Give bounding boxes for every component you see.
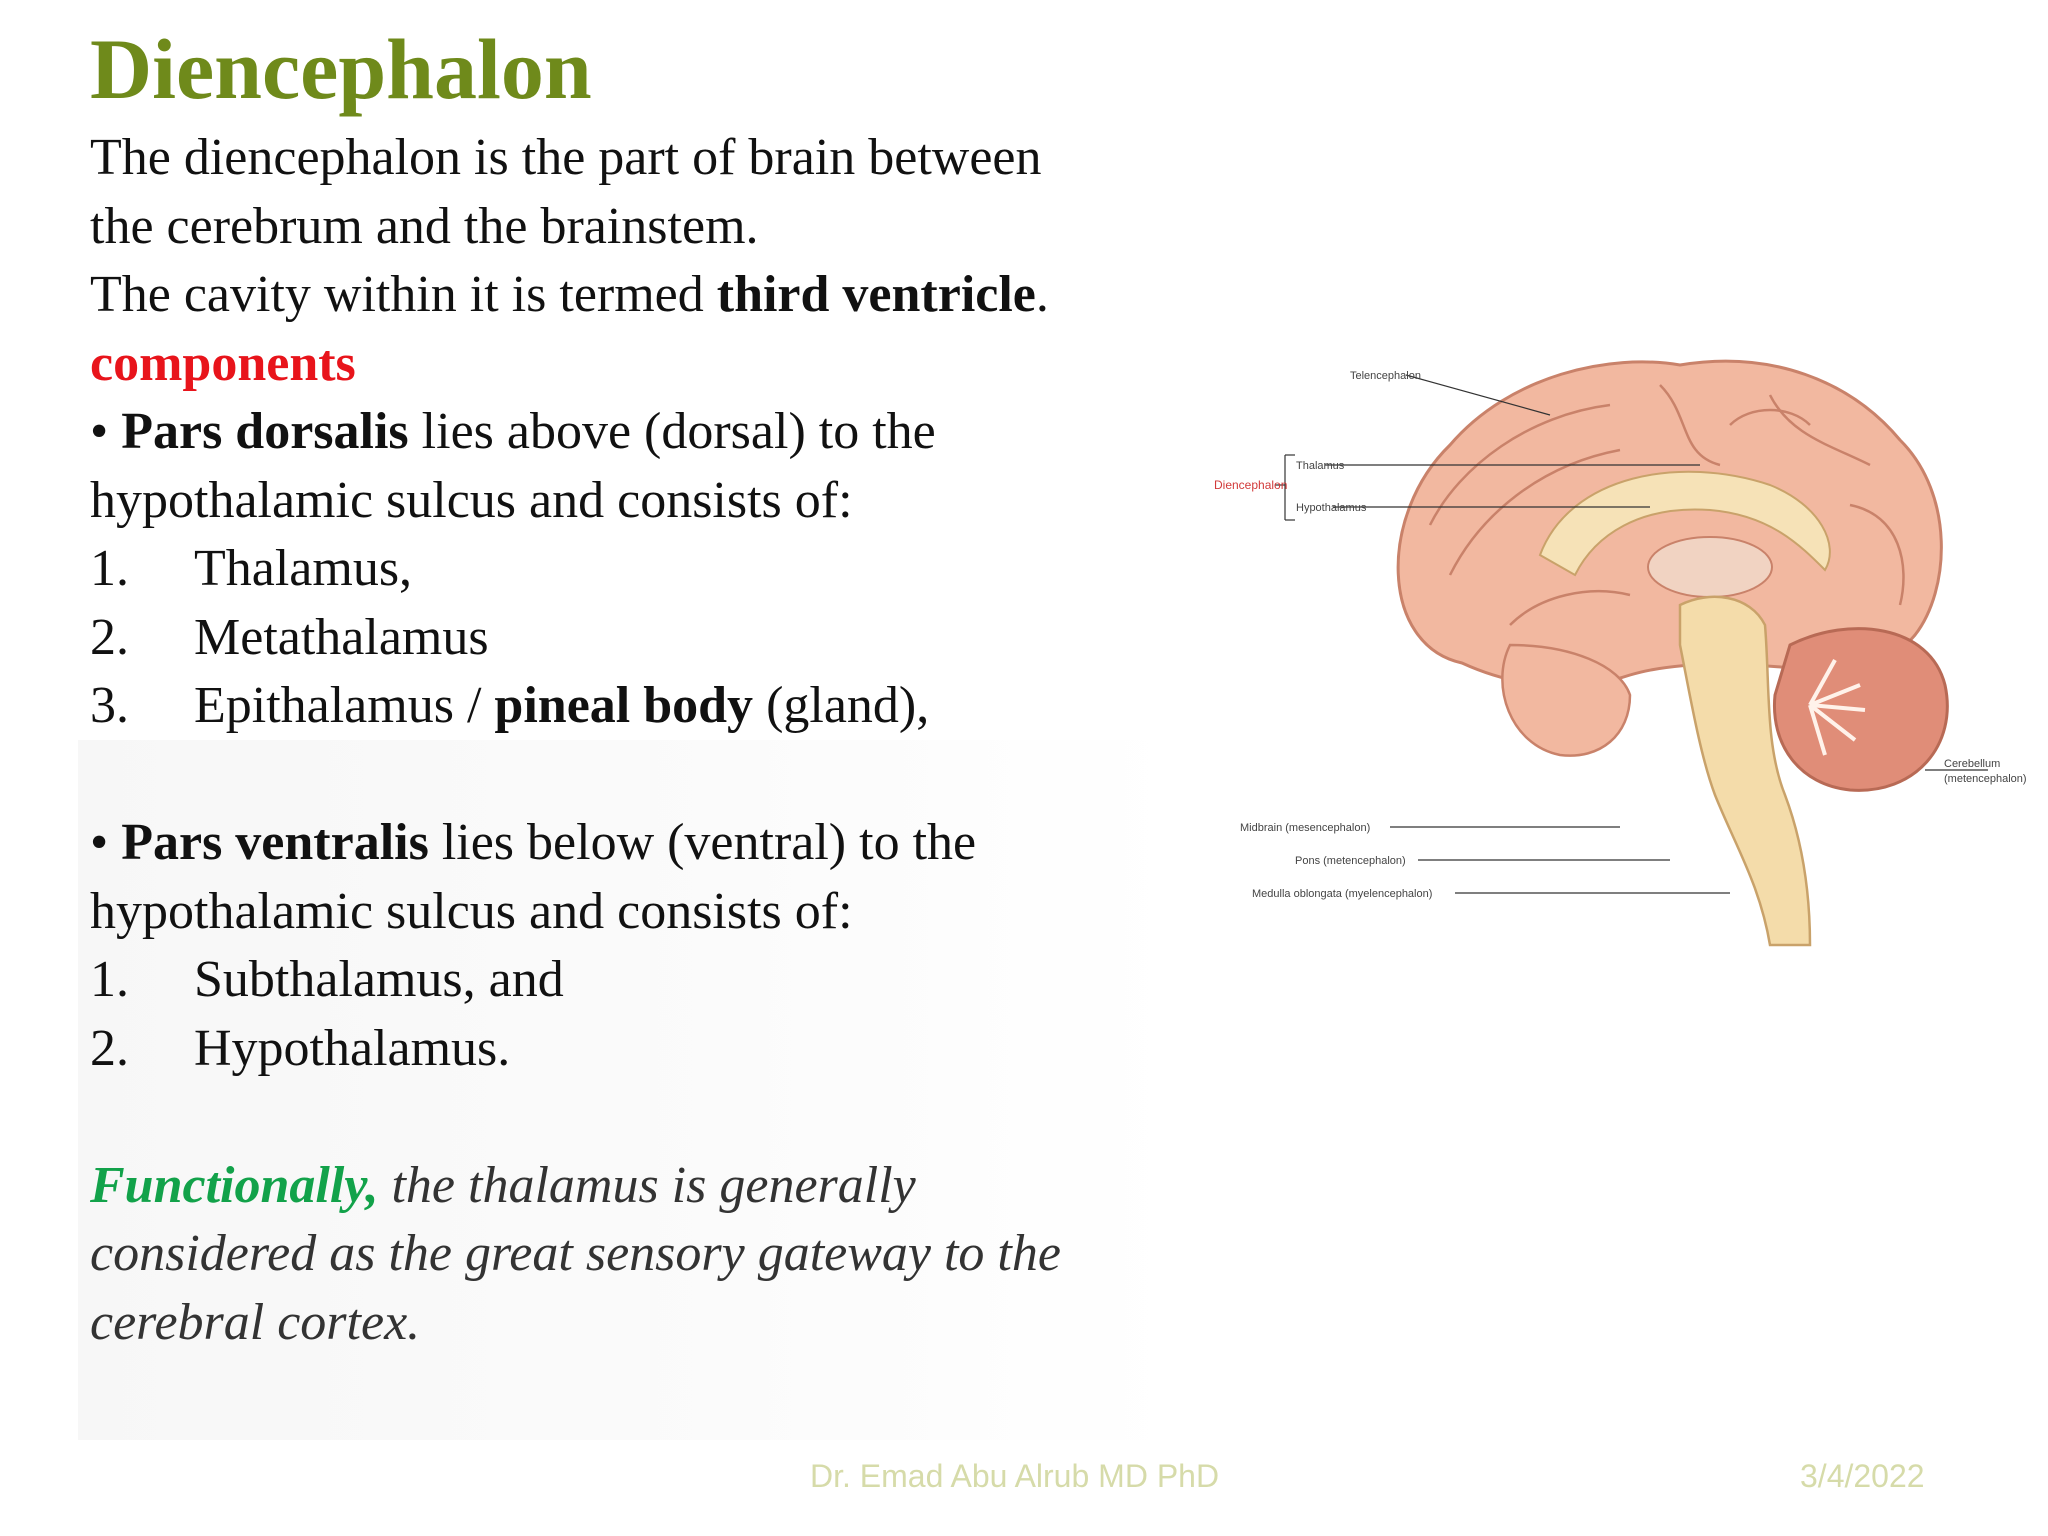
- list-item: [90, 1015, 1210, 1084]
- dorsalis-line-1: [90, 398, 1210, 467]
- spacer: [90, 1083, 1210, 1152]
- list-text: Subthalamus, and: [194, 951, 564, 1008]
- list-text-pre: Epithalamus /: [194, 677, 495, 734]
- label-cerebellum-2: (metencephalon): [1944, 773, 2027, 785]
- pars-dorsalis-term: Pars dorsalis: [121, 403, 409, 460]
- label-diencephalon: Diencephalon: [1214, 478, 1288, 492]
- ventralis-text-1: lies below (ventral) to the: [428, 814, 977, 871]
- list-number: 2.: [90, 608, 129, 666]
- brain-illustration: [1210, 345, 2030, 965]
- intro-line-3-pre: The cavity within it is termed: [90, 266, 717, 323]
- list-number: 2.: [90, 1019, 129, 1077]
- spacer: [90, 741, 1210, 810]
- footer-date: 3/4/2022: [1800, 1458, 1925, 1494]
- components-heading: components: [90, 334, 356, 392]
- list-text: Thalamus,: [194, 540, 413, 597]
- intro-line-1: The diencephalon is the part of brain between: [90, 129, 1042, 186]
- dorsalis-line-2: hypothalamic sulcus and consists of:: [90, 471, 853, 529]
- list-item: [90, 672, 1210, 741]
- footer-author: Dr. Emad Abu Alrub MD PhD: [810, 1458, 1220, 1494]
- list-number: 3.: [90, 677, 129, 734]
- third-ventricle-term: third ventricle: [716, 266, 1036, 323]
- pineal-body-term: pineal body: [494, 677, 754, 734]
- label-hypothalamus: Hypothalamus: [1296, 502, 1367, 514]
- list-text-post: (gland),: [753, 677, 930, 734]
- functional-line-3: cerebral cortex.: [90, 1293, 421, 1351]
- intro-line-3: [90, 261, 1210, 330]
- functional-text-1: the thalamus is generally: [378, 1156, 916, 1214]
- slide-body: [90, 124, 1210, 1357]
- slide-title: Diencephalon: [90, 21, 592, 117]
- bullet: •: [90, 814, 122, 871]
- list-item: [90, 604, 1210, 673]
- list-text: Metathalamus: [194, 608, 489, 666]
- intro-line-3-post: .: [1035, 266, 1049, 323]
- list-item: [90, 535, 1210, 604]
- label-midbrain: Midbrain (mesencephalon): [1240, 822, 1371, 834]
- label-cerebellum-1: Cerebellum: [1944, 758, 2001, 770]
- ventralis-line-2: hypothalamic sulcus and consists of:: [90, 882, 853, 940]
- pars-ventralis-term: Pars ventralis: [121, 814, 429, 871]
- label-telencephalon: Telencephalon: [1350, 370, 1421, 382]
- list-item: [90, 946, 1210, 1015]
- functional-line-1: [90, 1152, 1210, 1221]
- ventralis-line-1: [90, 809, 1210, 878]
- label-pons: Pons (metencephalon): [1295, 855, 1406, 867]
- list-text: Hypothalamus.: [194, 1019, 511, 1077]
- list-number: 1.: [90, 540, 129, 597]
- functionally-lead: Functionally,: [90, 1156, 379, 1214]
- label-medulla: Medulla oblongata (myelencephalon): [1252, 888, 1433, 900]
- functional-line-2: considered as the great sensory gateway to the: [90, 1225, 1061, 1282]
- intro-line-2: the cerebrum and the brainstem.: [90, 197, 759, 255]
- label-thalamus: Thalamus: [1296, 460, 1345, 472]
- bullet: •: [90, 403, 122, 460]
- thalamus-shape: [1648, 537, 1772, 597]
- dorsalis-text-1: lies above (dorsal) to the: [408, 403, 936, 460]
- list-number: 1.: [90, 951, 129, 1008]
